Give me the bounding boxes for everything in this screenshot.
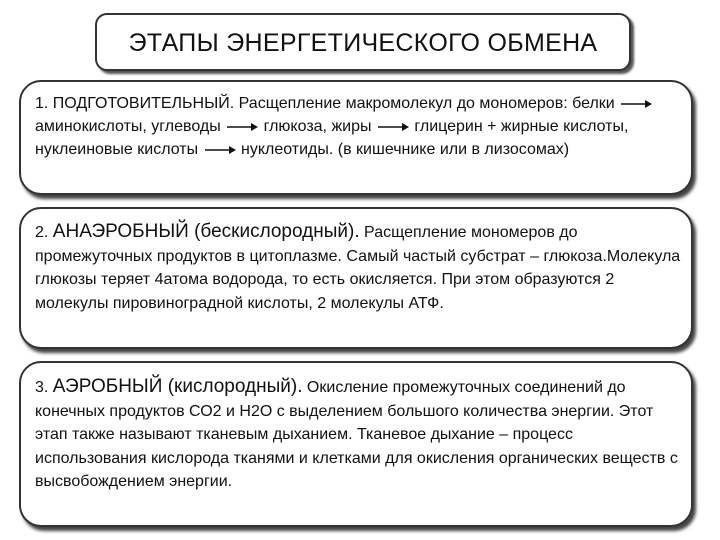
stage-1-part-4: глицерин + жирные кислоты, нуклеиновые кислоты (35, 118, 629, 158)
stage-2-description: Расщепление мономеров до промежуточных продуктов в цитоплазме. Самый частый субстрат – глюкоза.Молекула глюкозы теряет 4атома водорода, то есть окисляется. При этом образуются 2 молекулы пировиноградной кислоты, 2 молекулы АТФ. (35, 224, 681, 312)
stage-1-part-2: аминокислоты, углеводы (35, 118, 226, 135)
stage-1-card (19, 80, 693, 195)
stage-3-description: Окисление промежуточных соединений до конечных продуктов СО2 и Н2О с выделением большого количества энергии. Этот этап также называют тканевым дыханием. Тканевое дыхание – процесс использования кислорода тканями и клетками для окисления органических веществ с высвобождением энергии. (35, 379, 678, 490)
stage-3-heading: АЭРОБНЫЙ (кислородный). (52, 376, 303, 397)
stage-3-text (35, 375, 681, 494)
stage-2-text (35, 220, 681, 315)
arrow-right-icon (203, 143, 237, 157)
stage-1-heading: 1. ПОДГОТОВИТЕЛЬНЫЙ. (35, 95, 235, 112)
stage-2-card (19, 207, 693, 349)
stage-1-part-1: Расщепление макромолекул до мономеров: белки (234, 95, 620, 112)
arrow-right-icon (619, 97, 653, 111)
title-box (95, 13, 631, 71)
stage-1-text (35, 92, 681, 161)
stage-2-number: 2. (35, 224, 53, 241)
stage-3-number: 3. (35, 379, 53, 396)
stage-1-part-5: нуклеотиды. (в кишечнике или в лизосомах) (236, 141, 570, 158)
stage-2-heading: АНАЭРОБНЫЙ (бескислородный). (52, 221, 360, 242)
arrow-right-icon (225, 120, 259, 134)
page-title: ЭТАПЫ ЭНЕРГЕТИЧЕСКОГО ОБМЕНА (128, 29, 598, 57)
stage-1-part-3: глюкоза, жиры (259, 118, 376, 135)
arrow-right-icon (376, 120, 410, 134)
stage-3-card (19, 361, 693, 527)
